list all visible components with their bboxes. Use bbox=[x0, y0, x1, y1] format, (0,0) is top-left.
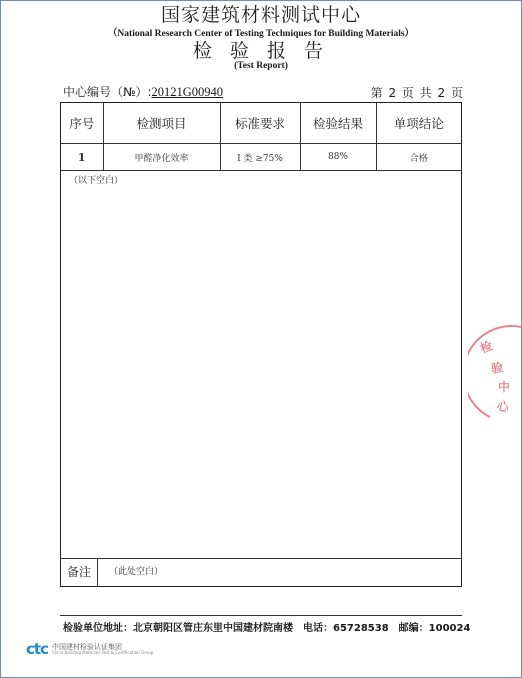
column-header-seq: 序号 bbox=[61, 103, 103, 144]
ctc-logo bbox=[26, 640, 153, 658]
svg-text:心: 心 bbox=[495, 398, 511, 416]
column-header-requirement: 标准要求 bbox=[220, 103, 300, 144]
footer-divider bbox=[60, 615, 462, 616]
page-info: 第 2 页 共 2 页 bbox=[370, 86, 464, 100]
cell-conclusion: 合格 bbox=[376, 144, 461, 171]
table-row bbox=[61, 144, 461, 171]
center-number-value: 20121G00940 bbox=[151, 85, 224, 99]
svg-text:验: 验 bbox=[490, 360, 505, 376]
footer bbox=[63, 619, 470, 634]
report-title-en: (Test Report) bbox=[234, 61, 288, 71]
table-header-row bbox=[61, 103, 461, 144]
remarks-value: （此处空白） bbox=[109, 567, 164, 577]
red-seal-stamp-icon bbox=[468, 325, 522, 425]
column-header-item: 检测项目 bbox=[103, 103, 220, 144]
svg-text:检: 检 bbox=[478, 338, 495, 356]
results-table bbox=[61, 103, 461, 171]
cell-item: 甲醛净化效率 bbox=[103, 144, 220, 171]
footer-address: 检验单位地址：北京朝阳区管庄东里中国建材院南楼 bbox=[63, 623, 293, 634]
remarks-label: 备注 bbox=[61, 559, 98, 586]
footer-postcode: 邮编：100024 bbox=[398, 623, 471, 634]
ctc-logo-text bbox=[52, 644, 153, 655]
column-header-result: 检验结果 bbox=[300, 103, 376, 144]
footer-phone: 电话：65728538 bbox=[303, 623, 389, 634]
blank-below-note: （以下空白） bbox=[69, 176, 124, 186]
org-name-en: （National Research Center of Testing Techniques for Building Materials） bbox=[107, 29, 415, 39]
center-number-label: 中心编号（№）: bbox=[63, 85, 152, 99]
cell-result: 88% bbox=[300, 144, 376, 171]
ctc-logo-name-en: China Building Materials Test & Certification Group bbox=[51, 649, 154, 655]
column-header-conclusion: 单项结论 bbox=[376, 103, 461, 144]
cell-requirement: I 类 ≥75% bbox=[220, 144, 300, 171]
ctc-logo-name-cn: 中国建材检验认证集团 bbox=[51, 642, 122, 651]
org-name-cn: 国家建筑材料测试中心 bbox=[160, 4, 361, 26]
report-title-cn: 检 验 报 告 bbox=[192, 40, 330, 62]
results-box bbox=[60, 102, 462, 587]
svg-text:中: 中 bbox=[498, 380, 511, 394]
remarks-row bbox=[61, 558, 461, 586]
cell-seq: 1 bbox=[61, 144, 103, 171]
center-number bbox=[63, 83, 223, 100]
ctc-logo-icon: ctc bbox=[26, 640, 48, 658]
